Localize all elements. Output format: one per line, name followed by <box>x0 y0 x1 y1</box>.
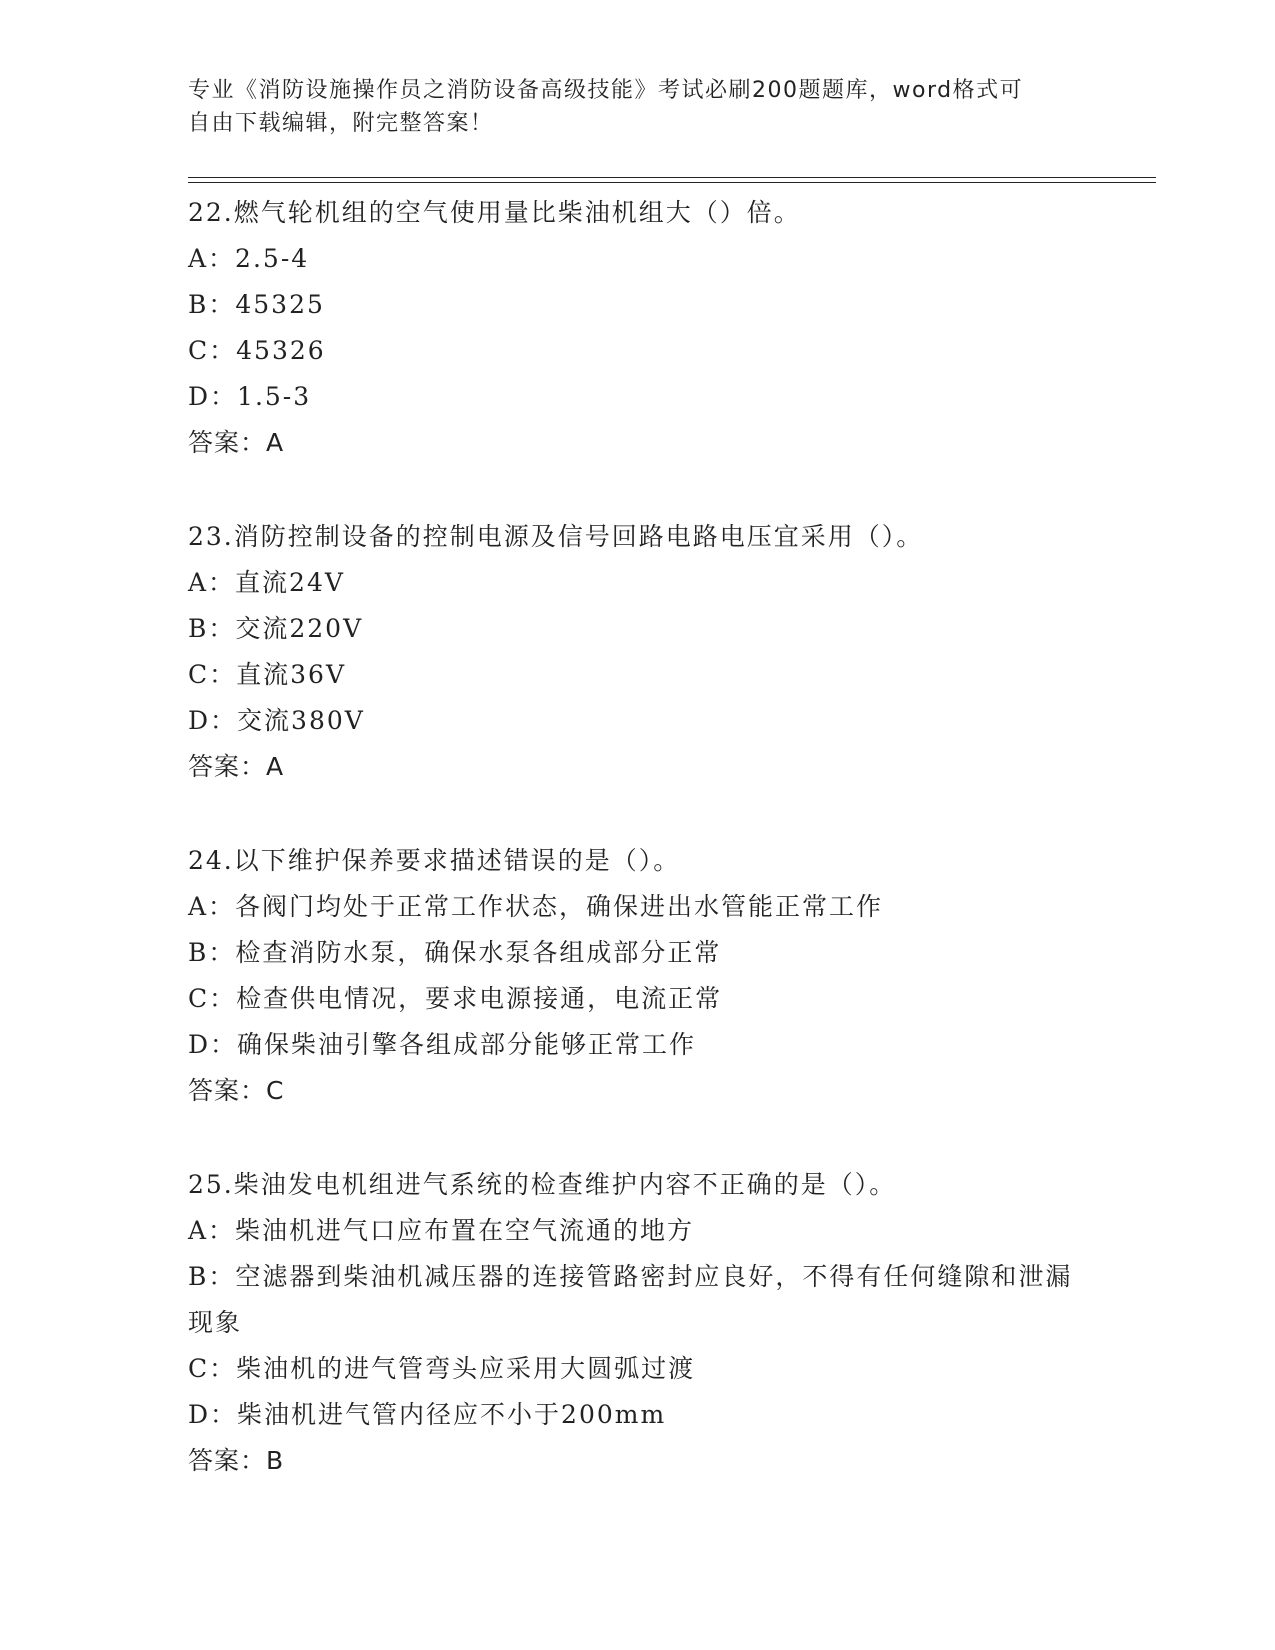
question-stem: 22.燃气轮机组的空气使用量比柴油机组大（）倍。 <box>188 198 801 227</box>
option-a: A：直流24V <box>188 568 345 597</box>
header-divider-bottom <box>188 182 1156 183</box>
question-stem: 24.以下维护保养要求描述错误的是（）。 <box>188 846 681 875</box>
option-c: C：检查供电情况，要求电源接通，电流正常 <box>188 984 723 1013</box>
answer: 答案：A <box>188 752 285 781</box>
option-c: C：柴油机的进气管弯头应采用大圆弧过渡 <box>188 1354 696 1383</box>
question-23 <box>188 514 1088 790</box>
question-25 <box>188 1162 1088 1484</box>
option-d: D：确保柴油引擎各组成部分能够正常工作 <box>188 1030 697 1059</box>
header-divider-top <box>188 177 1156 178</box>
option-a: A：柴油机进气口应布置在空气流通的地方 <box>188 1216 695 1245</box>
option-d: D：1.5-3 <box>188 382 312 411</box>
question-stem: 23.消防控制设备的控制电源及信号回路电路电压宜采用（）。 <box>188 522 924 551</box>
option-b: B：空滤器到柴油机减压器的连接管路密封应良好，不得有任何缝隙和泄漏现象 <box>188 1262 1073 1337</box>
option-a: A：2.5-4 <box>188 244 310 273</box>
option-b: B：交流220V <box>188 614 364 643</box>
document-header <box>188 74 1088 140</box>
option-b: B：检查消防水泵，确保水泵各组成部分正常 <box>188 938 722 967</box>
answer: 答案：B <box>188 1446 285 1475</box>
option-a: A：各阀门均处于正常工作状态，确保进出水管能正常工作 <box>188 892 884 921</box>
option-c: C：45326 <box>188 336 326 365</box>
option-c: C：直流36V <box>188 660 346 689</box>
header-line-1: 专业《消防设施操作员之消防设备高级技能》考试必刷200题题库，word格式可 <box>188 78 1024 103</box>
option-d: D：交流380V <box>188 706 365 735</box>
question-list <box>188 190 1088 1532</box>
question-24 <box>188 838 1088 1114</box>
header-line-2: 自由下载编辑，附完整答案！ <box>188 111 494 136</box>
question-stem: 25.柴油发电机组进气系统的检查维护内容不正确的是（）。 <box>188 1170 897 1199</box>
answer: 答案：A <box>188 428 285 457</box>
answer: 答案：C <box>188 1076 285 1105</box>
option-d: D：柴油机进气管内径应不小于200mm <box>188 1400 667 1429</box>
option-b: B：45325 <box>188 290 325 319</box>
question-22 <box>188 190 1088 466</box>
